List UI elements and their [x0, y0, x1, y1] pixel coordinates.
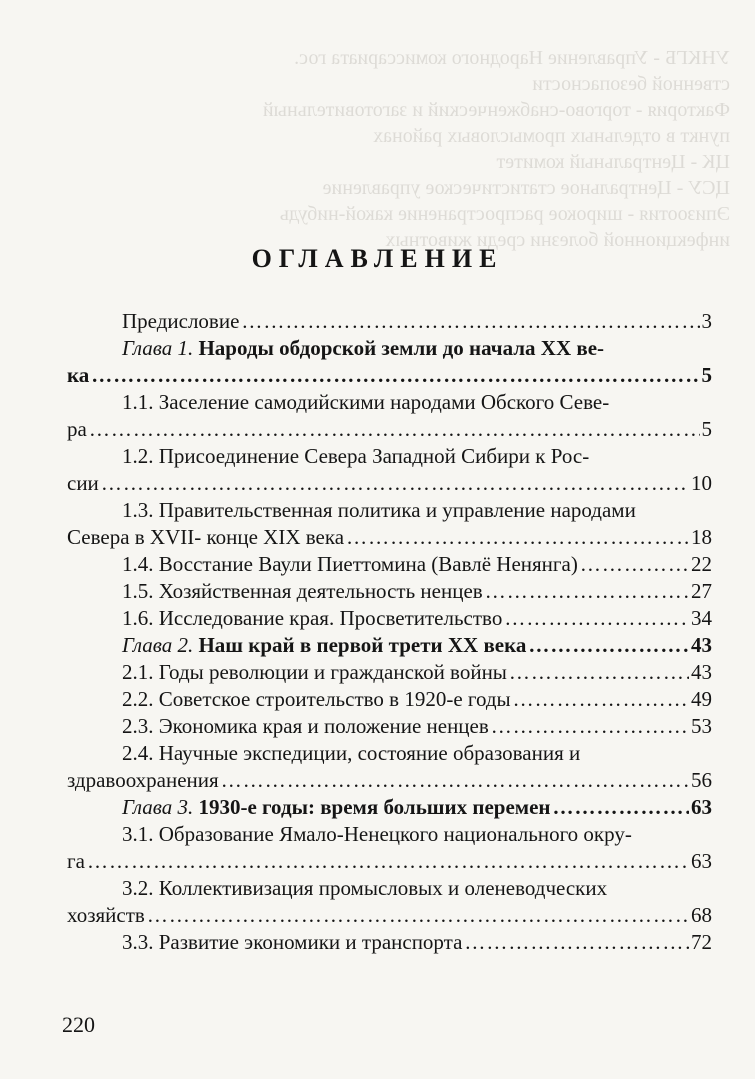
toc-chapter-2[interactable] [67, 632, 712, 659]
reverse-side-bleed-through [40, 45, 730, 253]
leader-dots [580, 551, 689, 578]
toc-section-1-2-cont[interactable] [67, 470, 712, 497]
toc-page-number: 56 [691, 768, 712, 792]
toc-chapter-3[interactable] [67, 794, 712, 821]
toc-section-3-2[interactable]: 3.2. Коллективизация промысловых и оленеводческих [122, 876, 608, 900]
toc-entry-text: здравоохранения [67, 768, 219, 792]
toc-page-number: 43 [691, 633, 712, 657]
toc-entry-text: ра [67, 417, 87, 441]
chapter-label: Глава 1. [122, 336, 194, 360]
bleed-line: инфекционной болезни среди животных [385, 229, 730, 251]
toc-section-2-3[interactable] [67, 713, 712, 740]
toc-chapter-1-cont[interactable] [67, 362, 712, 389]
toc-entry-text: Предисловие [122, 309, 240, 333]
toc-section-1-1[interactable]: 1.1. Заселение самодийскими народами Обского Севе- [122, 390, 610, 414]
leader-dots [528, 632, 689, 659]
leader-dots [87, 848, 689, 875]
toc-entry-text: хозяйств [67, 903, 145, 927]
toc-section-1-3-cont[interactable] [67, 524, 712, 551]
leader-dots [241, 308, 699, 335]
toc-entry-text: 2.1. Годы революции и гражданской войны [122, 660, 507, 684]
toc-entry-text: 1.4. Восстание Ваули Пиеттомина (Вавлё Ненянга) [122, 552, 578, 576]
toc-page-number: 5 [701, 417, 712, 441]
toc-page-number: 49 [691, 687, 712, 711]
toc-page-number: 27 [691, 579, 712, 603]
toc-entry-text: Севера в XVII- конце XIX века [67, 525, 345, 549]
toc-entry-text: га [67, 849, 85, 873]
toc-section-1-2[interactable]: 1.2. Присоединение Севера Западной Сибири к Рос- [122, 444, 590, 468]
bleed-line: пункт в отдельных промысловых районах [373, 125, 730, 147]
leader-dots [485, 578, 689, 605]
toc-section-1-5[interactable] [67, 578, 712, 605]
toc-section-1-4[interactable] [67, 551, 712, 578]
chapter-title: 1930-е годы: время больших перемен [198, 795, 551, 819]
leader-dots [509, 659, 689, 686]
chapter-label: Глава 2. [122, 633, 194, 657]
toc-section-3-3[interactable] [67, 929, 712, 956]
toc-section-3-2-cont[interactable] [67, 902, 712, 929]
toc-page-number: 53 [691, 714, 712, 738]
toc-section-2-2[interactable] [67, 686, 712, 713]
chapter-label: Глава 3. [122, 795, 194, 819]
leader-dots [504, 605, 689, 632]
leader-dots [464, 929, 689, 956]
leader-dots [101, 470, 689, 497]
toc-section-2-4-cont[interactable] [67, 767, 712, 794]
toc-entry-text: 2.2. Советское строительство в 1920-е годы [122, 687, 511, 711]
toc-section-3-1[interactable]: 3.1. Образование Ямало-Ненецкого национального окру- [122, 822, 632, 846]
toc-entry-text: 2.3. Экономика края и положение ненцев [122, 714, 489, 738]
toc-page-number: 3 [701, 309, 712, 333]
chapter-title: Наш край в первой трети XX века [198, 633, 527, 657]
toc-page-number: 5 [701, 363, 712, 387]
bleed-line: Фактория - торгово-снабженческий и заготовительный [262, 99, 730, 121]
leader-dots [91, 362, 699, 389]
toc-entry-text: 1.6. Исследование края. Просветительство [122, 606, 503, 630]
chapter-title-cont: ка [67, 363, 90, 387]
toc-section-1-6[interactable] [67, 605, 712, 632]
toc-chapter-1[interactable] [67, 335, 712, 362]
bleed-line: ЦК - Центральный комитет [496, 151, 730, 173]
toc-page-number: 18 [691, 525, 712, 549]
toc-page-number: 43 [691, 660, 712, 684]
toc-section-3-1-cont[interactable] [67, 848, 712, 875]
toc-page-number: 63 [691, 795, 712, 819]
toc-page-number: 10 [691, 471, 712, 495]
toc-page-number: 63 [691, 849, 712, 873]
leader-dots [147, 902, 689, 929]
bleed-line: ственной безопасности [532, 73, 730, 95]
leader-dots [346, 524, 689, 551]
leader-dots [89, 416, 700, 443]
table-of-contents [67, 308, 712, 956]
toc-page-number: 34 [691, 606, 712, 630]
toc-section-2-1[interactable] [67, 659, 712, 686]
leader-dots [553, 794, 689, 821]
leader-dots [491, 713, 689, 740]
toc-page-number: 72 [691, 930, 712, 954]
toc-section-1-1-cont[interactable] [67, 416, 712, 443]
leader-dots [513, 686, 689, 713]
toc-section-1-3[interactable]: 1.3. Правительственная политика и управление народами [122, 498, 636, 522]
toc-entry-text: сии [67, 471, 99, 495]
leader-dots [221, 767, 689, 794]
toc-page-number: 22 [691, 552, 712, 576]
toc-section-2-4[interactable]: 2.4. Научные экспедиции, состояние образования и [122, 741, 581, 765]
page-title: ОГЛАВЛЕНИЕ [251, 244, 504, 273]
bleed-line: ЦСУ - Центральное статистическое управление [322, 177, 730, 199]
toc-entry-text: 1.5. Хозяйственная деятельность ненцев [122, 579, 483, 603]
chapter-title: Народы обдорской земли до начала XX ве- [198, 336, 605, 360]
bleed-line: Эпизоотия - широкое распространение какой-нибудь [279, 203, 730, 225]
bleed-line: УНКГБ - Управление Народного комиссариата гос. [294, 47, 730, 69]
toc-entry-text: 3.3. Развитие экономики и транспорта [122, 930, 463, 954]
page-number: 220 [62, 1012, 95, 1037]
toc-page-number: 68 [691, 903, 712, 927]
toc-entry-preface[interactable] [67, 308, 712, 335]
